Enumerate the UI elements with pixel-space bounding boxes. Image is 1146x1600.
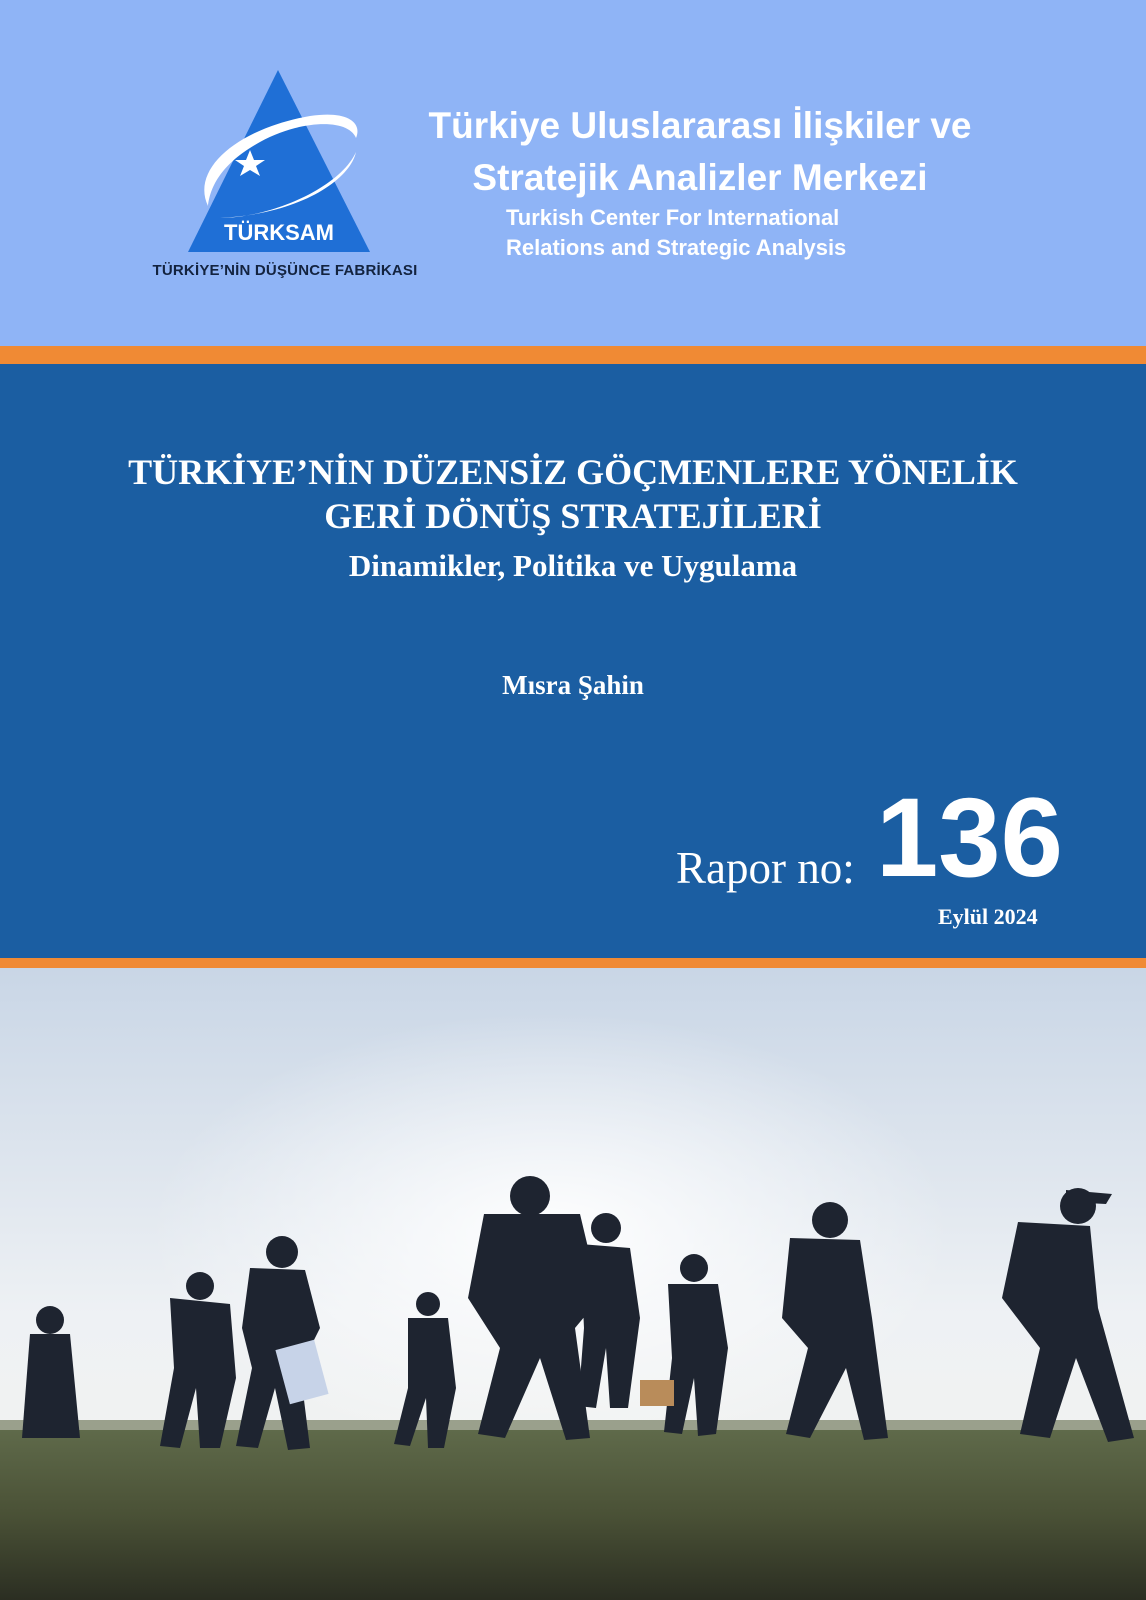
report-title-line2: GERİ DÖNÜŞ STRATEJİLERİ — [324, 496, 822, 536]
org-name-tr-line2: Stratejik Analizler Merkezi — [472, 157, 928, 198]
author-name: Mısra Şahin — [502, 670, 644, 700]
org-name-en-line2: Relations and Strategic Analysis — [506, 235, 847, 260]
report-date: Eylül 2024 — [938, 904, 1038, 929]
org-name-tr-line1: Türkiye Uluslararası İlişkiler ve — [428, 105, 972, 146]
orange-divider-bottom — [0, 958, 1146, 968]
report-title — [0, 450, 1146, 538]
org-name-english — [506, 203, 846, 263]
cover-photo-migrants — [0, 968, 1146, 1600]
turksam-logo — [180, 68, 390, 262]
report-number-label: Rapor no: — [676, 843, 855, 893]
orange-divider-top — [0, 346, 1146, 364]
report-number: 136 — [876, 775, 1063, 900]
report-subtitle: Dinamikler, Politika ve Uygulama — [348, 548, 798, 583]
photo-grass — [0, 1430, 1146, 1600]
org-name-en-line1: Turkish Center For International — [506, 205, 840, 230]
org-name-turkish — [380, 100, 1020, 204]
logo-text: TÜRKSAM — [224, 220, 334, 245]
cover-header — [0, 0, 1146, 346]
photo-box — [640, 1380, 674, 1406]
tagline: TÜRKİYE’NİN DÜŞÜNCE FABRİKASI — [152, 262, 418, 279]
report-title-line1: TÜRKİYE’NİN DÜZENSİZ GÖÇMENLERE YÖNELİK — [128, 452, 1018, 492]
